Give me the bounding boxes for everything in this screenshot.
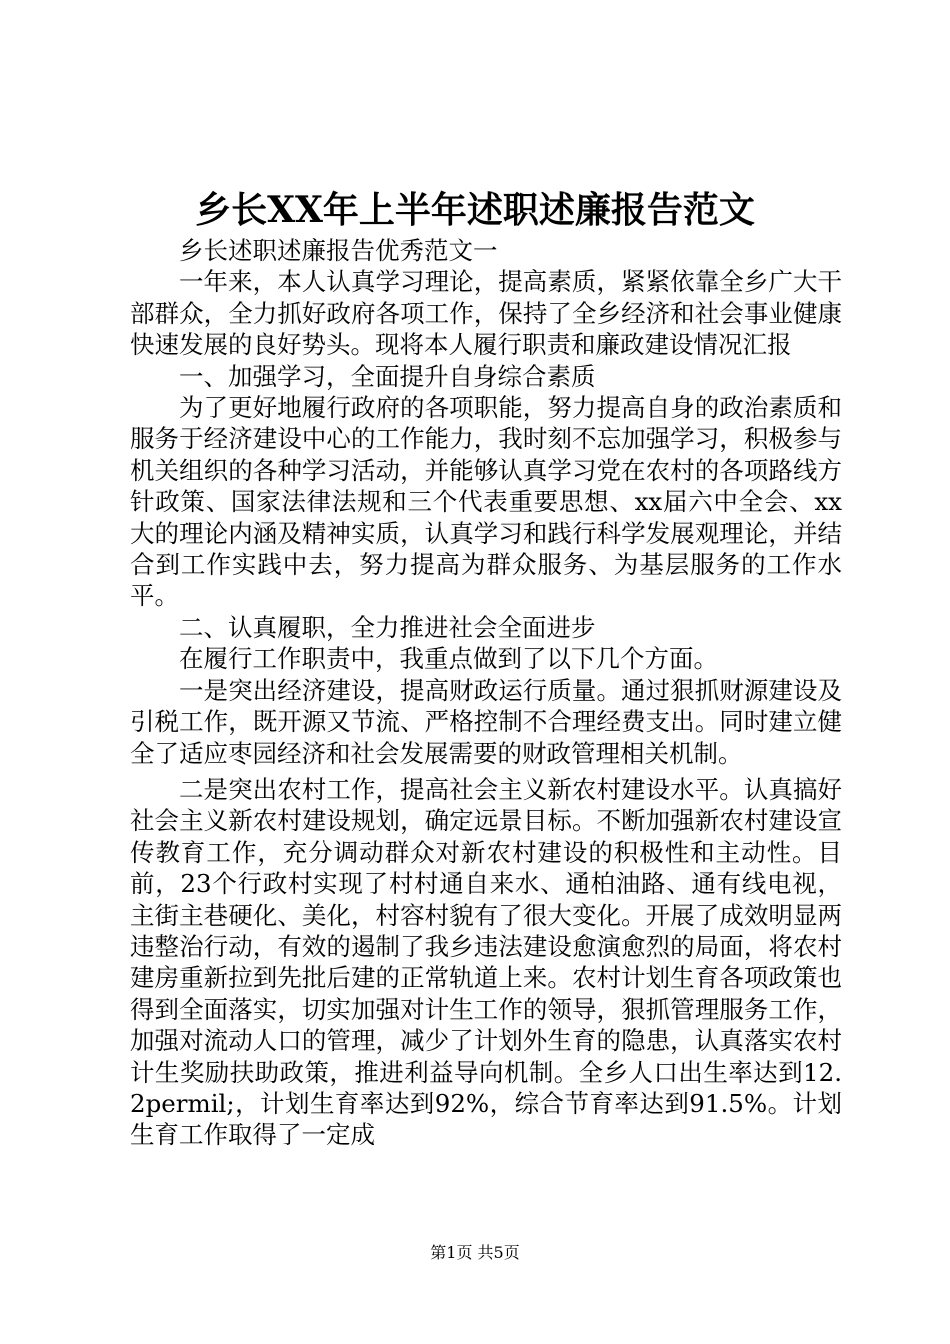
paragraph-rural: 二是突出农村工作，提高社会主义新农村建设水平。认真搞好社会主义新农村建设规划，确定远景目标。不断加强新农村建设宣传教育工作，充分调动群众对新农村建设的积极性和主动性。目前，23个行政村实现了村村通自来水、通柏油路、通有线电视，主街主巷硬化、美化，村容村貌有了很大变化。开展了成效明显两违整治行动，有效的遏制了我乡违法建设愈演愈烈的局面，将农村建房重新拉到先批后建的正常轨道上来。农村计划生育各项政策也得到全面落实，切实加强对计生工作的领导，狠抓管理服务工作，加强对流动人口的管理，减少了计划外生育的隐患，认真落实农村计生奖励扶助政策，推进利益导向机制。全乡人口出生率达到12.2permil;，计划生育率达到92%，综合节育率达到91.5%。计划生育工作取得了一定成: [130, 774, 842, 1150]
paragraph-economy: 一是突出经济建设，提高财政运行质量。通过狠抓财源建设及引税工作，既开源又节流、严格控制不合理经费支出。同时建立健全了适应枣园经济和社会发展需要的财政管理相关机制。: [130, 675, 842, 768]
paragraph-duties-intro: 在履行工作职责中，我重点做到了以下几个方面。: [179, 644, 718, 674]
paragraph-subtitle: 乡长述职述廉报告优秀范文一: [179, 236, 498, 265]
document-title: 乡长XX年上半年述职述廉报告范文: [195, 189, 755, 231]
paragraph-intro: 一年来，本人认真学习理论，提高素质，紧紧依靠全乡广大干部群众，全力抓好政府各项工作，保持了全乡经济和社会事业健康快速发展的良好势头。现将本人履行职责和廉政建设情况汇报: [130, 267, 842, 360]
paragraph-study: 为了更好地履行政府的各项职能，努力提高自身的政治素质和服务于经济建设中心的工作能力，我时刻不忘加强学习，积极参与机关组织的各种学习活动，并能够认真学习党在农村的各项路线方针政策、国家法律法规和三个代表重要思想、xx届六中全会、xx大的理论内涵及精神实质，认真学习和践行科学发展观理论，并结合到工作实践中去，努力提高为群众服务、为基层服务的工作水平。: [130, 393, 842, 611]
page-footer: 第1页 共5页: [430, 1243, 520, 1262]
section-heading-1: 一、加强学习，全面提升自身综合素质: [179, 361, 596, 391]
document-body: [130, 235, 842, 1151]
section-heading-2: 二、认真履职，全力推进社会全面进步: [179, 612, 596, 642]
